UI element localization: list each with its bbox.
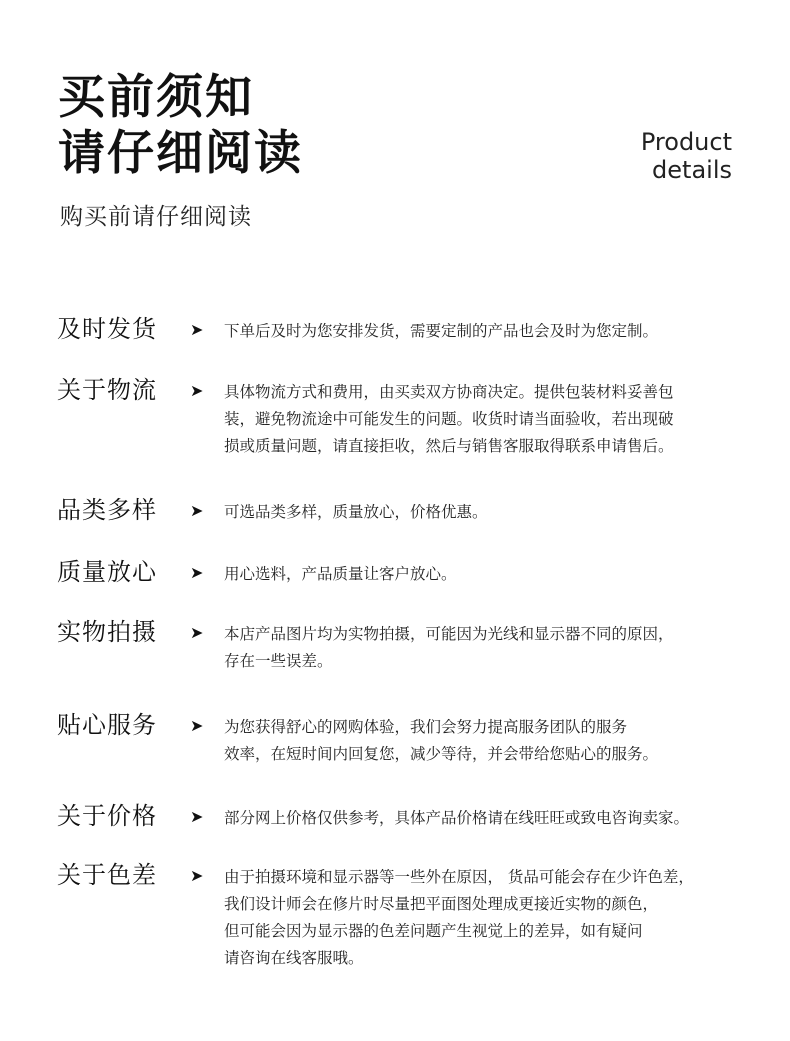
description-line: 损或质量问题，请直接拒收，然后与销售客服取得联系申请售后。 bbox=[224, 437, 674, 455]
description-line: 装，避免物流途中可能发生的问题。收货时请当面验收，若出现破 bbox=[224, 410, 674, 428]
notice-label: 及时发货 bbox=[57, 315, 157, 343]
description-line: 由于拍摄环境和显示器等一些外在原因， 货品可能会存在少许色差， bbox=[224, 868, 694, 886]
english-title-line-1: Product bbox=[640, 128, 732, 156]
notice-description bbox=[224, 561, 457, 588]
notice-description bbox=[224, 318, 658, 345]
arrow-right-icon: ➤ bbox=[190, 381, 204, 400]
notice-description bbox=[224, 714, 658, 768]
notice-description bbox=[224, 379, 674, 460]
notice-label: 质量放心 bbox=[57, 558, 157, 586]
arrow-right-icon: ➤ bbox=[190, 623, 204, 642]
notice-label: 关于色差 bbox=[57, 861, 157, 889]
arrow-right-icon: ➤ bbox=[190, 563, 204, 582]
notice-description bbox=[224, 621, 674, 675]
notice-description bbox=[224, 805, 689, 832]
description-line: 具体物流方式和费用，由买卖双方协商决定。提供包装材料妥善包 bbox=[224, 383, 674, 401]
description-line: 但可能会因为显示器的色差问题产生视觉上的差异，如有疑问 bbox=[224, 922, 643, 940]
notice-label: 关于物流 bbox=[57, 376, 157, 404]
arrow-right-icon: ➤ bbox=[190, 866, 204, 885]
page-title-line-2: 请仔细阅读 bbox=[58, 126, 303, 181]
description-line: 为您获得舒心的网购体验，我们会努力提高服务团队的服务 bbox=[224, 718, 628, 736]
page-subtitle: 购买前请仔细阅读 bbox=[60, 204, 252, 230]
description-line: 请咨询在线客服哦。 bbox=[224, 949, 364, 967]
notice-description bbox=[224, 864, 694, 972]
notice-description bbox=[224, 499, 488, 526]
arrow-right-icon: ➤ bbox=[190, 807, 204, 826]
description-line: 存在一些误差。 bbox=[224, 652, 333, 670]
english-title-line-2: details bbox=[652, 156, 732, 184]
description-line: 下单后及时为您安排发货，需要定制的产品也会及时为您定制。 bbox=[224, 322, 659, 340]
description-line: 本店产品图片均为实物拍摄，可能因为光线和显示器不同的原因， bbox=[224, 625, 674, 643]
description-line: 用心选料，产品质量让客户放心。 bbox=[224, 565, 457, 583]
arrow-right-icon: ➤ bbox=[190, 501, 204, 520]
description-line: 可选品类多样，质量放心，价格优惠。 bbox=[224, 503, 488, 521]
notice-label: 实物拍摄 bbox=[57, 618, 157, 646]
page-title-line-1: 买前须知 bbox=[58, 70, 254, 125]
description-line: 我们设计师会在修片时尽量把平面图处理成更接近实物的颜色， bbox=[224, 895, 659, 913]
arrow-right-icon: ➤ bbox=[190, 716, 204, 735]
notice-label: 关于价格 bbox=[57, 802, 157, 830]
description-line: 效率，在短时间内回复您，减少等待，并会带给您贴心的服务。 bbox=[224, 745, 659, 763]
description-line: 部分网上价格仅供参考，具体产品价格请在线旺旺或致电咨询卖家。 bbox=[224, 809, 690, 827]
arrow-right-icon: ➤ bbox=[190, 320, 204, 339]
notice-label: 品类多样 bbox=[57, 496, 157, 524]
notice-label: 贴心服务 bbox=[57, 711, 157, 739]
english-title bbox=[641, 128, 732, 184]
